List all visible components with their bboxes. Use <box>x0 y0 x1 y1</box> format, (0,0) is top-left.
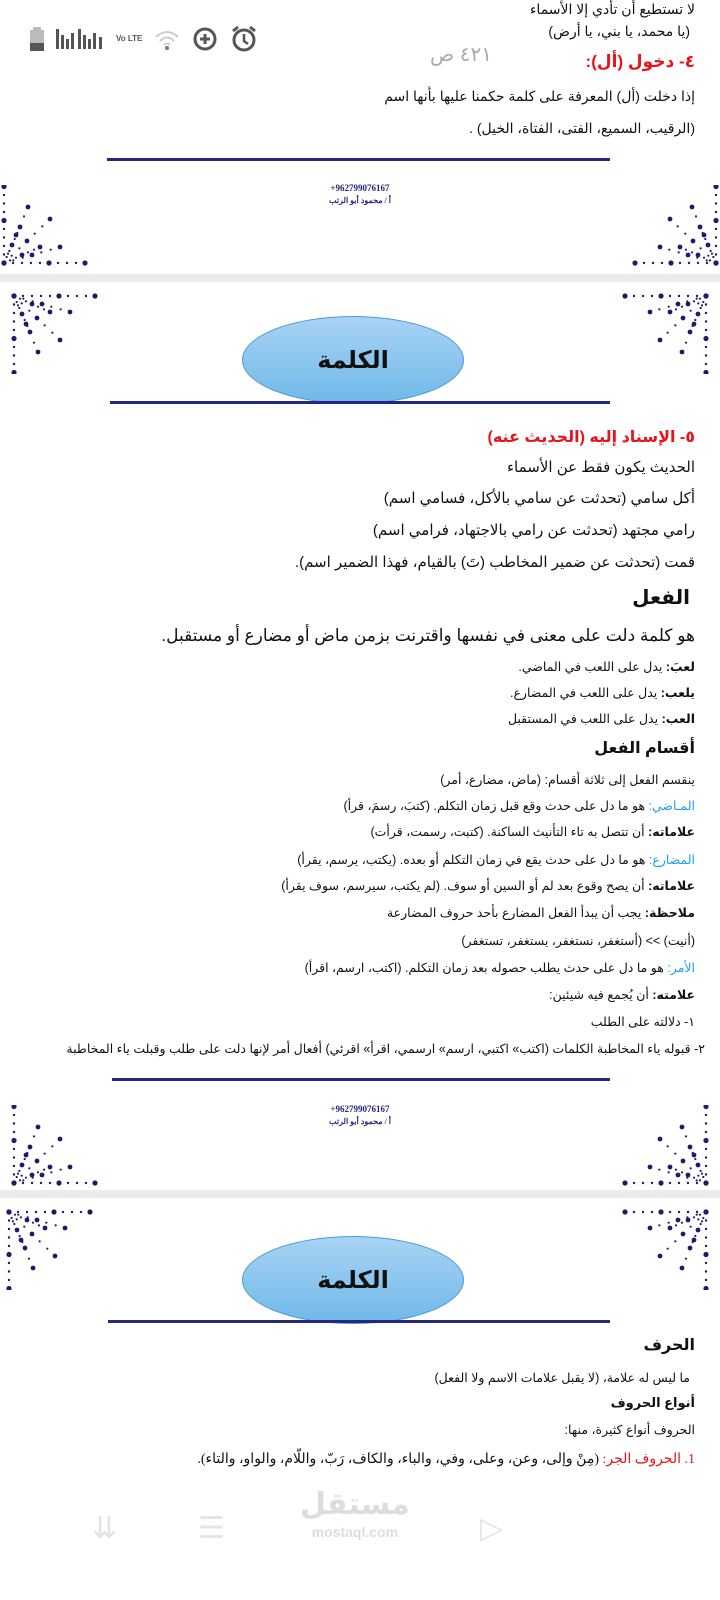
data-saver-icon <box>192 26 218 52</box>
term-label: علاماته: <box>648 825 695 839</box>
text-line: (الرقيب، السميع، الفتى، الفتاة، الخيل) . <box>469 120 695 136</box>
corner-ornament <box>620 1208 710 1290</box>
signal-icon <box>56 29 104 49</box>
battery-icon <box>30 27 44 51</box>
corner-ornament <box>10 1105 100 1187</box>
term-label: علاماته: <box>648 879 695 893</box>
text-line: رامي مجتهد (تحدثت عن رامي بالاجتهاد، فرامي اسم) <box>372 522 695 539</box>
term-label: الأمر: <box>667 961 695 975</box>
text-line: قمت (تحدثت عن ضمير المخاطب (تَ) بالقيام، فهذا الضمير اسم). <box>294 554 695 571</box>
example-line <box>510 684 695 702</box>
line-text: ١- دلالته على الطلب <box>590 1015 695 1029</box>
term-label: ملاحظة: <box>644 906 695 920</box>
example-text: يدل على اللعب في الماضي. <box>518 660 666 674</box>
division-line <box>461 932 695 950</box>
division-line <box>549 986 695 1004</box>
watermark <box>300 1486 410 1541</box>
particle-heading: الحرف <box>643 1337 695 1354</box>
division-line <box>66 1040 705 1058</box>
corner-ornament <box>5 1208 95 1290</box>
alarm-icon <box>230 25 258 53</box>
line-text: (أنيت) >> (أستغفر، نستغفر، يستغفر، تستغفر) <box>461 934 695 948</box>
term-label: المـاضي: <box>648 799 695 813</box>
text-line: (يا محمد، يا بني، يا أرض) <box>548 23 690 39</box>
line-text: أن يُجمع فيه شيئين: <box>549 988 653 1002</box>
download-icon[interactable]: ⇊ <box>92 1512 118 1545</box>
term-label: المضارع: <box>648 853 695 867</box>
line-text: يجب أن يبدأ الفعل المضارع بأحد حروف المضارعة <box>386 906 645 920</box>
verb-definition: هو كلمة دلت على معنى في نفسها واقترنت بزمن ماض أو مضارع أو مستقبل. <box>161 626 695 645</box>
example-line <box>518 658 695 676</box>
text-line: ما ليس له علامة، (لا يقبل علامات الاسم ولا الفعل) <box>434 1371 690 1385</box>
menu-icon[interactable]: ☰ <box>198 1512 225 1545</box>
page-separator <box>0 274 720 282</box>
line-text: هو ما دل على حدث يطلب حصوله بعد زمان التكلم. (اكتب، ارسم، اقرأ) <box>304 961 668 975</box>
page-separator <box>0 1190 720 1198</box>
text-line: إذا دخلت (أل) المعرفة على كلمة حكمنا عليها بأنها اسم <box>384 88 695 104</box>
division-line <box>440 771 695 789</box>
line-text: هو ما دل على حدث وقع قبل زمان التكلم. (كتبَ، رسمَ، قرأ) <box>343 799 649 813</box>
corner-ornament <box>630 185 720 267</box>
text-line: الحديث يكون فقط عن الأسماء <box>506 459 695 476</box>
line-text: ٢- قبوله ياء المخاطبة الكلمات (اكتب» اكتبي، ارسم» ارسمي، اقرأ» اقرئي) أفعال أمر لإنها دلت على طلب وقبلت ياء المخاطبة <box>66 1042 705 1056</box>
division-line <box>281 877 695 895</box>
corner-ornament <box>620 1105 710 1187</box>
example-line <box>508 710 695 728</box>
footer-author: أ / محمود أبو الرتب <box>329 1117 391 1126</box>
division-line <box>305 959 695 977</box>
list-item <box>197 1451 695 1469</box>
divisions-heading: أقسام الفعل <box>594 740 695 757</box>
text-line: لا تستطيع أن تأدي إلا الأسماء <box>529 1 695 17</box>
division-line <box>344 797 695 815</box>
status-bar <box>30 25 258 53</box>
title-ellipse: الكلمة <box>242 1236 464 1324</box>
division-line <box>370 823 695 841</box>
page-number-indicator: ٤٢١ ص <box>430 44 492 66</box>
section-heading: ٤- دخول (أل): <box>585 52 695 71</box>
example-label: العب: <box>661 712 695 726</box>
example-text: يدل على اللعب في المستقبل <box>507 712 662 726</box>
example-label: يلعب: <box>660 686 695 700</box>
verb-heading: الفعل <box>632 587 690 609</box>
item-text: (مِنْ وإلى، وعن، وعلى، وفي، والباء، والكاف، رَبّ، واللّام، والواو، والتاء). <box>197 1452 603 1467</box>
divider-rule <box>112 1078 610 1081</box>
divider-rule <box>108 1320 610 1323</box>
subheading: أنواع الحروف <box>610 1395 695 1410</box>
corner-ornament <box>10 292 100 374</box>
text-line: أكل سامي (تحدثت عن سامي بالأكل، فسامي اسم) <box>383 490 695 507</box>
divider-rule <box>110 401 610 404</box>
division-line <box>297 851 695 869</box>
volte-icon: Vo LTE <box>116 34 143 43</box>
example-label: لعبَ: <box>665 660 695 674</box>
corner-ornament <box>620 292 710 374</box>
item-label: 1. الحروف الجر: <box>602 1452 695 1467</box>
division-line <box>591 1013 695 1031</box>
divider-rule <box>107 158 610 161</box>
footer-author: أ / محمود أبو الرتب <box>329 196 391 205</box>
footer-phone: +962799076167 <box>330 183 390 193</box>
line-text: أن يصح وقوع بعد لم أو السين أو سوف. (لم يكتب، سيرسم، سوف يقرأ) <box>281 879 649 893</box>
line-text: هو ما دل على حدث يقع في زمان التكلم أو بعده. (يكتب، يرسم، يقرأ) <box>297 853 649 867</box>
line-text: أن تتصل به تاء التأنيث الساكنة. (كتبت، رسمت، قرأت) <box>370 825 649 839</box>
division-line <box>387 904 695 922</box>
term-label: علامته: <box>652 988 695 1002</box>
line-text: ينقسم الفعل إلى ثلاثة أقسام: (ماض، مضارع، أمر) <box>440 773 695 787</box>
title-ellipse: الكلمة <box>242 316 464 404</box>
wifi-icon <box>154 28 180 50</box>
watermark-arabic: مستقل <box>300 1488 410 1521</box>
section-heading: ٥- الإسناد إليه (الحديث عنه) <box>487 429 695 446</box>
play-icon[interactable]: ▷ <box>480 1512 504 1545</box>
text-line: الحروف أنواع كثيرة، منها: <box>564 1423 695 1437</box>
watermark-latin: mostaql.com <box>311 1524 399 1540</box>
footer-phone: +962799076167 <box>330 1104 390 1114</box>
example-text: يدل على اللعب في المضارع. <box>510 686 661 700</box>
corner-ornament <box>0 185 90 267</box>
